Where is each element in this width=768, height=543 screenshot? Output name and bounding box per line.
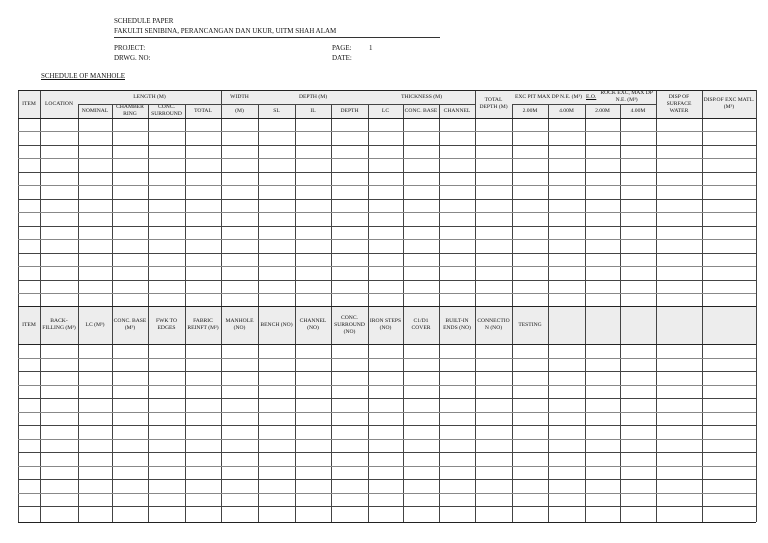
table2-row-line	[18, 358, 756, 359]
col-rock-4m: 4.00M	[630, 107, 646, 114]
depth-group-line	[258, 104, 368, 105]
table1-row-line	[18, 226, 756, 227]
t2-col-lc: LC (M³)	[85, 321, 105, 328]
table-bottom-border	[18, 522, 756, 523]
table2-row-line	[18, 479, 756, 480]
t2-col-item: ITEM	[22, 321, 36, 328]
header-underline	[114, 37, 440, 38]
table-top-border	[18, 90, 756, 91]
t2-col-fabric-reinft: FABRIC REINFT (M²)	[187, 318, 219, 331]
col-item: ITEM	[22, 100, 36, 107]
width-group-line	[221, 104, 258, 105]
table1-row-line	[18, 280, 756, 281]
page-label: PAGE:	[332, 44, 352, 52]
group-thickness: THICKNESS (M)	[401, 93, 442, 100]
t2-col-cover: C1/D1 COVER	[411, 318, 431, 331]
t2-col-conc-surround: CONC. SURROUND (NO)	[334, 314, 365, 335]
date-label: DATE:	[332, 54, 352, 62]
grid-column-line	[368, 306, 369, 344]
grid-column-line	[548, 306, 549, 344]
table2-header-bottom	[18, 344, 756, 345]
t2-col-manhole: MANHOLE (NO)	[225, 318, 254, 331]
table2-row-line	[18, 412, 756, 413]
col-chamber-ring: CHAMBER RING	[116, 104, 144, 117]
exc-group-line	[512, 104, 656, 105]
t2-col-iron-steps: IRON STEPS (NO)	[369, 318, 402, 331]
col-disp-exc-matl: DISP.OF EXC MATL. (M³)	[703, 97, 755, 110]
grid-column-line	[258, 306, 259, 344]
table1-row-line	[18, 185, 756, 186]
t2-col-testing: TESTING	[518, 321, 542, 328]
t2-col-channel: CHANNEL (NO)	[299, 318, 327, 331]
col-disp-surface-water: DISP OF SURFACE WATER	[666, 93, 692, 114]
table1-row-line	[18, 199, 756, 200]
col-rock-2m: 2.00M	[595, 107, 610, 114]
col-exc-4m: 4.00M	[559, 107, 574, 114]
col-thickness-conc-base: CONC. BASE	[404, 107, 438, 114]
grid-column-line	[331, 306, 332, 344]
table1-row-line	[18, 172, 756, 173]
table1-row-line	[18, 131, 756, 132]
grid-column-line	[756, 90, 757, 522]
table2-row-line	[18, 452, 756, 453]
schedule-title: SCHEDULE OF MANHOLE	[41, 72, 125, 80]
table2-row-line	[18, 398, 756, 399]
thickness-group-line	[368, 104, 475, 105]
col-thickness-channel: CHANNEL	[443, 107, 471, 114]
length-group-line	[78, 104, 221, 105]
table1-row-line	[18, 239, 756, 240]
col-sl: SL	[273, 107, 280, 114]
grid-column-line	[585, 306, 586, 344]
grid-column-line	[403, 306, 404, 344]
col-depth: DEPTH	[340, 107, 359, 114]
col-nominal: NOMINAL	[81, 107, 109, 114]
table2-row-line	[18, 506, 756, 507]
table2-row-line	[18, 385, 756, 386]
grid-column-line	[512, 306, 513, 344]
table2-row-line	[18, 439, 756, 440]
grid-column-line	[439, 306, 440, 344]
paper-title: SCHEDULE PAPER	[114, 17, 174, 25]
table1-row-line	[18, 158, 756, 159]
t2-col-built-in-ends: BUILT-IN ENDS (NO)	[443, 318, 471, 331]
table1-row-line	[18, 212, 756, 213]
table2-row-line	[18, 466, 756, 467]
grid-column-line	[620, 306, 621, 344]
table2-row-line	[18, 371, 756, 372]
project-label: PROJECT:	[114, 44, 146, 52]
rock-exc-label: ROCK EXC, MAX DP N.E. (M³)	[600, 90, 653, 103]
faculty-name: FAKULTI SENIBINA, PERANCANGAN DAN UKUR, UITM SHAH ALAM	[114, 27, 337, 35]
table1-row-line	[18, 266, 756, 267]
col-length-total: TOTAL	[194, 107, 212, 114]
grid-column-line	[295, 306, 296, 344]
col-exc-2m: 2.00M	[522, 107, 538, 114]
grid-column-line	[112, 306, 113, 344]
table2-row-line	[18, 425, 756, 426]
grid-column-line	[185, 306, 186, 344]
col-il: IL	[310, 107, 316, 114]
t2-col-bench: BENCH (NO)	[260, 321, 293, 328]
table1-row-line	[18, 253, 756, 254]
group-exc-pit: EXC PIT MAX DP N.E. (M³)	[514, 93, 583, 100]
drawing-number-label: DRWG. NO:	[114, 54, 151, 62]
table1-header-bottom	[18, 118, 756, 119]
group-rock-exc	[585, 90, 656, 104]
col-width-unit: (M)	[235, 107, 244, 114]
group-depth: DEPTH (M)	[298, 93, 328, 100]
col-location: LOCATION	[45, 100, 73, 107]
table1-row-line	[18, 293, 756, 294]
grid-column-line	[78, 306, 79, 344]
page-number: 1	[369, 44, 373, 52]
col-thickness-lc: LC	[381, 107, 390, 114]
grid-column-line	[148, 306, 149, 344]
table1-row-line	[18, 145, 756, 146]
table2-row-line	[18, 493, 756, 494]
group-width: WIDTH	[230, 93, 249, 100]
table2-header-top	[18, 306, 756, 307]
t2-col-conc-base: CONC. BASE (M³)	[113, 318, 147, 331]
col-total-depth: TOTAL DEPTH (M)	[479, 97, 508, 110]
col-conc-surround: CONC. SURROUND	[151, 104, 182, 117]
e-o-label: E.O.	[586, 93, 597, 100]
t2-col-connection: CONNECTIO N (NO)	[477, 318, 510, 331]
group-length: LENGTH (M)	[133, 93, 166, 100]
t2-col-fwk-edges: FWK TO EDGES	[155, 318, 178, 331]
t2-col-backfilling: BACK-FILLING (M³)	[42, 318, 76, 331]
